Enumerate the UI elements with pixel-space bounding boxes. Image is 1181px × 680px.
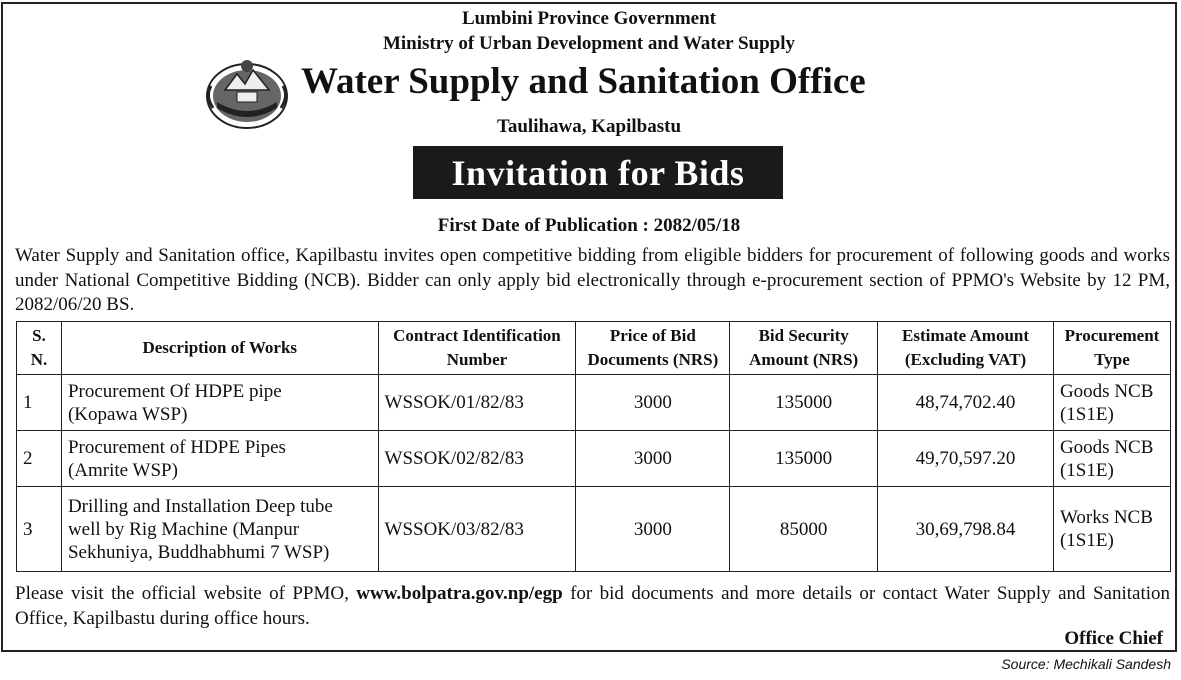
source-credit: Source: Mechikali Sandesh — [1001, 656, 1171, 672]
cell-sn: 1 — [17, 375, 62, 431]
bid-notice — [1, 2, 1177, 652]
table-row — [17, 375, 1171, 431]
cell-contract: WSSOK/01/82/83 — [378, 375, 576, 431]
cell-security: 85000 — [730, 487, 878, 572]
cell-price: 3000 — [576, 487, 730, 572]
ministry-name: Ministry of Urban Development and Water Supply — [382, 33, 796, 54]
cell-contract: WSSOK/03/82/83 — [378, 487, 576, 572]
cell-estimate: 48,74,702.40 — [878, 375, 1054, 431]
cell-estimate: 30,69,798.84 — [878, 487, 1054, 572]
header-description: Description of Works — [61, 322, 378, 375]
cell-sn: 3 — [17, 487, 62, 572]
bids-table — [16, 321, 1171, 572]
notice-title: Invitation for Bids — [413, 146, 783, 199]
header-contract: Contract Identification Number — [378, 322, 576, 375]
header-security: Bid Security Amount (NRS) — [730, 322, 878, 375]
signature: Office Chief — [1064, 628, 1163, 649]
header-sn: S. N. — [17, 322, 62, 375]
cell-price: 3000 — [576, 431, 730, 487]
table-header-row — [17, 322, 1171, 375]
cell-price: 3000 — [576, 375, 730, 431]
header-type: Procurement Type — [1053, 322, 1170, 375]
government-name: Lumbini Province Government — [461, 8, 717, 29]
visit-paragraph: Please visit the official website of PPMO, www.bolpatra.gov.np/egp for bid documents and more details or contact Water Supply and Sanitation Office, Kapilbastu during office hours. — [15, 583, 1170, 629]
cell-security: 135000 — [730, 431, 878, 487]
cell-type: Works NCB (1S1E) — [1053, 487, 1170, 572]
office-name: Water Supply and Sanitation Office — [301, 61, 866, 102]
ppmo-link[interactable]: www.bolpatra.gov.np/egp — [356, 583, 563, 604]
publication-date: First Date of Publication : 2082/05/18 — [437, 215, 741, 236]
cell-description: Drilling and Installation Deep tube well by Rig Machine (Manpur Sekhuniya, Buddhabhumi 7 WSP) — [61, 487, 378, 572]
cell-sn: 2 — [17, 431, 62, 487]
cell-contract: WSSOK/02/82/83 — [378, 431, 576, 487]
cell-estimate: 49,70,597.20 — [878, 431, 1054, 487]
cell-description: Procurement of HDPE Pipes (Amrite WSP) — [61, 431, 378, 487]
cell-type: Goods NCB (1S1E) — [1053, 431, 1170, 487]
office-address: Taulihawa, Kapilbastu — [496, 116, 682, 137]
cell-security: 135000 — [730, 375, 878, 431]
cell-type: Goods NCB (1S1E) — [1053, 375, 1170, 431]
header-price: Price of Bid Documents (NRS) — [576, 322, 730, 375]
table-row — [17, 487, 1171, 572]
table-row — [17, 431, 1171, 487]
header-estimate: Estimate Amount (Excluding VAT) — [878, 322, 1054, 375]
cell-description: Procurement Of HDPE pipe (Kopawa WSP) — [61, 375, 378, 431]
intro-paragraph: Water Supply and Sanitation office, Kapilbastu invites open competitive bidding from eligible bidders for procurement of following goods and works under National Competitive Bidding (NCB). Bidder can only apply bid electronically through e-procurement section of PPMO's Website by 12 PM, 2082/06/20 BS. — [15, 245, 1170, 315]
